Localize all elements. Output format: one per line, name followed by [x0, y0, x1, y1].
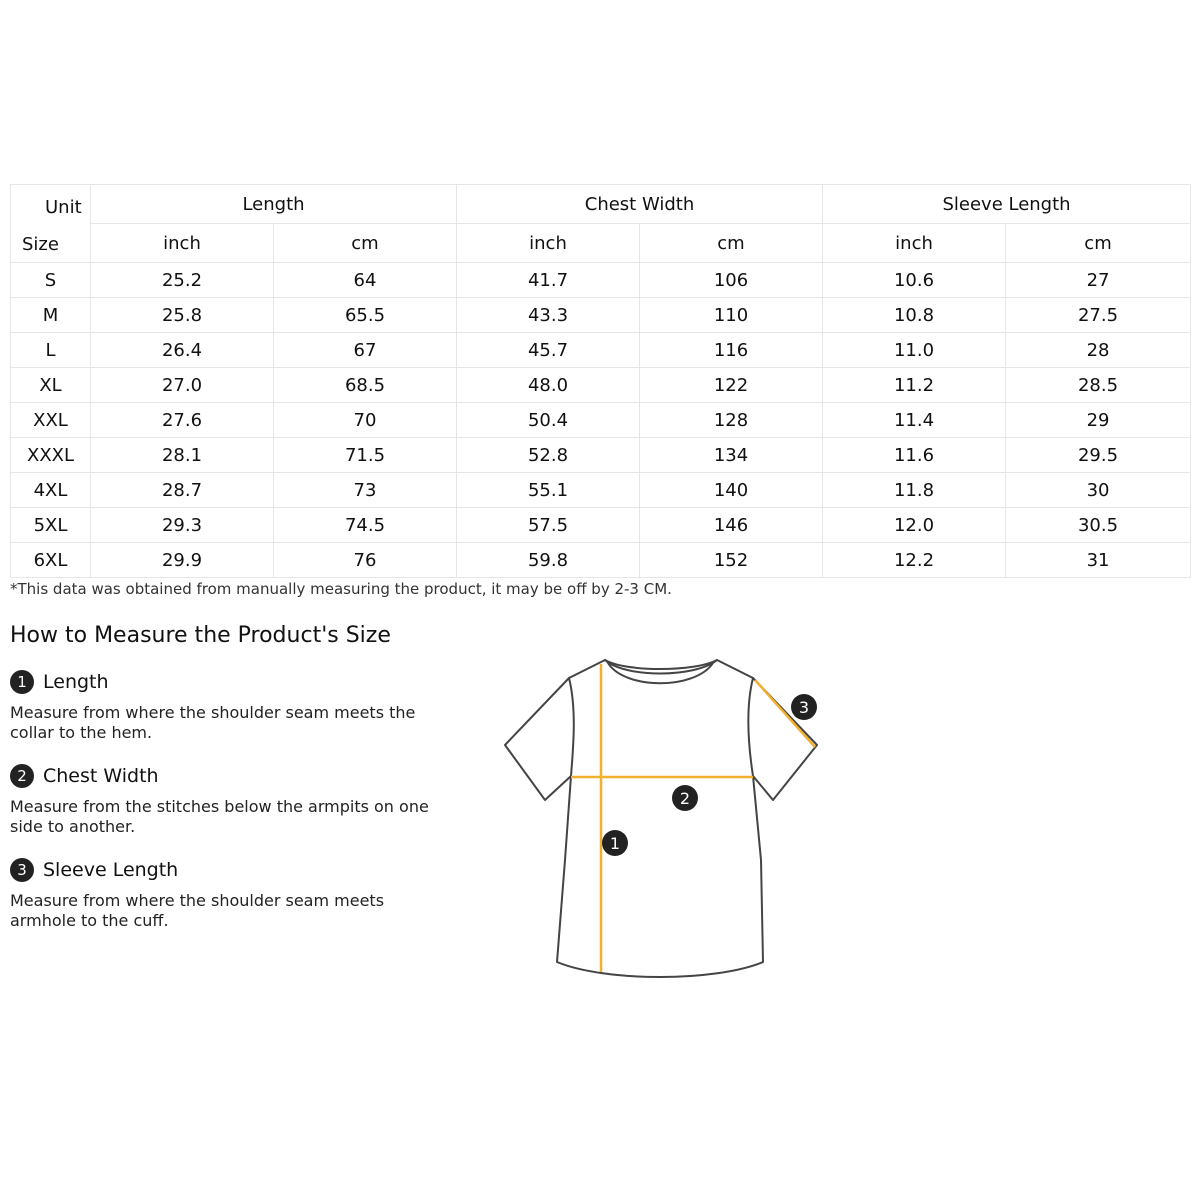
- value-cell: 55.1: [457, 473, 640, 508]
- corner-size-label: Size: [22, 234, 59, 255]
- marker-2: [672, 785, 698, 811]
- step-length: [10, 669, 430, 743]
- value-cell: 67: [274, 333, 457, 368]
- size-cell: 5XL: [11, 508, 91, 543]
- value-cell: 59.8: [457, 543, 640, 578]
- value-cell: 74.5: [274, 508, 457, 543]
- value-cell: 64: [274, 263, 457, 298]
- step-sleeve-length: [10, 857, 430, 931]
- size-cell: S: [11, 263, 91, 298]
- value-cell: 29.5: [1006, 438, 1191, 473]
- value-cell: 26.4: [91, 333, 274, 368]
- value-cell: 57.5: [457, 508, 640, 543]
- value-cell: 116: [640, 333, 823, 368]
- table-row: [11, 438, 1191, 473]
- value-cell: 27.5: [1006, 298, 1191, 333]
- value-cell: 27.0: [91, 368, 274, 403]
- size-cell: 6XL: [11, 543, 91, 578]
- group-header-sleeve-length: Sleeve Length: [823, 185, 1191, 224]
- value-cell: 140: [640, 473, 823, 508]
- value-cell: 11.6: [823, 438, 1006, 473]
- size-cell: 4XL: [11, 473, 91, 508]
- value-cell: 134: [640, 438, 823, 473]
- value-cell: 27: [1006, 263, 1191, 298]
- value-cell: 45.7: [457, 333, 640, 368]
- svg-text:1: 1: [609, 834, 621, 853]
- value-cell: 43.3: [457, 298, 640, 333]
- value-cell: 30.5: [1006, 508, 1191, 543]
- value-cell: 10.6: [823, 263, 1006, 298]
- step-description: Measure from where the shoulder seam meets the collar to the hem.: [10, 703, 416, 742]
- unit-header: cm: [1006, 224, 1191, 263]
- step-heading: [10, 763, 430, 789]
- value-cell: 29: [1006, 403, 1191, 438]
- value-cell: 11.8: [823, 473, 1006, 508]
- table-row: [11, 473, 1191, 508]
- number-badge-icon: 2: [10, 764, 34, 788]
- value-cell: 106: [640, 263, 823, 298]
- size-cell: XXXL: [11, 438, 91, 473]
- corner-unit-label: Unit: [45, 197, 82, 218]
- step-heading: [10, 669, 430, 695]
- value-cell: 52.8: [457, 438, 640, 473]
- size-cell: XL: [11, 368, 91, 403]
- value-cell: 76: [274, 543, 457, 578]
- number-badge-icon: 3: [10, 858, 34, 882]
- value-cell: 70: [274, 403, 457, 438]
- table-row: [11, 368, 1191, 403]
- marker-1: [602, 830, 628, 856]
- svg-text:2: 2: [679, 789, 691, 808]
- size-chart-table: [10, 184, 1191, 578]
- step-title: Sleeve Length: [43, 859, 179, 881]
- table-row: [11, 543, 1191, 578]
- unit-header: cm: [640, 224, 823, 263]
- group-header-length: Length: [91, 185, 457, 224]
- value-cell: 146: [640, 508, 823, 543]
- table-corner-cell: [11, 185, 91, 263]
- value-cell: 25.2: [91, 263, 274, 298]
- unit-header: inch: [823, 224, 1006, 263]
- value-cell: 28.1: [91, 438, 274, 473]
- step-title: Length: [43, 671, 109, 693]
- value-cell: 29.3: [91, 508, 274, 543]
- value-cell: 152: [640, 543, 823, 578]
- value-cell: 11.0: [823, 333, 1006, 368]
- unit-header: cm: [274, 224, 457, 263]
- value-cell: 31: [1006, 543, 1191, 578]
- table-row: [11, 403, 1191, 438]
- step-heading: [10, 857, 430, 883]
- size-cell: XXL: [11, 403, 91, 438]
- value-cell: 10.8: [823, 298, 1006, 333]
- value-cell: 11.2: [823, 368, 1006, 403]
- value-cell: 12.2: [823, 543, 1006, 578]
- value-cell: 65.5: [274, 298, 457, 333]
- svg-text:3: 3: [798, 698, 810, 717]
- value-cell: 28: [1006, 333, 1191, 368]
- number-badge-icon: 1: [10, 670, 34, 694]
- step-description: Measure from where the shoulder seam meets armhole to the cuff.: [10, 891, 385, 930]
- size-cell: M: [11, 298, 91, 333]
- value-cell: 27.6: [91, 403, 274, 438]
- step-title: Chest Width: [43, 765, 159, 787]
- value-cell: 41.7: [457, 263, 640, 298]
- value-cell: 68.5: [274, 368, 457, 403]
- value-cell: 73: [274, 473, 457, 508]
- value-cell: 50.4: [457, 403, 640, 438]
- marker-3: [791, 694, 817, 720]
- value-cell: 29.9: [91, 543, 274, 578]
- value-cell: 48.0: [457, 368, 640, 403]
- value-cell: 25.8: [91, 298, 274, 333]
- table-row: [11, 508, 1191, 543]
- value-cell: 28.5: [1006, 368, 1191, 403]
- howto-title: How to Measure the Product's Size: [10, 623, 391, 648]
- value-cell: 128: [640, 403, 823, 438]
- unit-header: inch: [457, 224, 640, 263]
- measurement-note: *This data was obtained from manually measuring the product, it may be off by 2-3 CM.: [10, 580, 672, 598]
- table-row: [11, 333, 1191, 368]
- value-cell: 30: [1006, 473, 1191, 508]
- size-cell: L: [11, 333, 91, 368]
- value-cell: 12.0: [823, 508, 1006, 543]
- value-cell: 122: [640, 368, 823, 403]
- value-cell: 28.7: [91, 473, 274, 508]
- group-header-chest-width: Chest Width: [457, 185, 823, 224]
- value-cell: 71.5: [274, 438, 457, 473]
- step-description: Measure from the stitches below the armpits on one side to another.: [10, 797, 429, 836]
- t-shirt-icon: [495, 650, 835, 990]
- unit-header: inch: [91, 224, 274, 263]
- step-chest-width: [10, 763, 430, 837]
- value-cell: 110: [640, 298, 823, 333]
- value-cell: 11.4: [823, 403, 1006, 438]
- table-row: [11, 263, 1191, 298]
- table-row: [11, 298, 1191, 333]
